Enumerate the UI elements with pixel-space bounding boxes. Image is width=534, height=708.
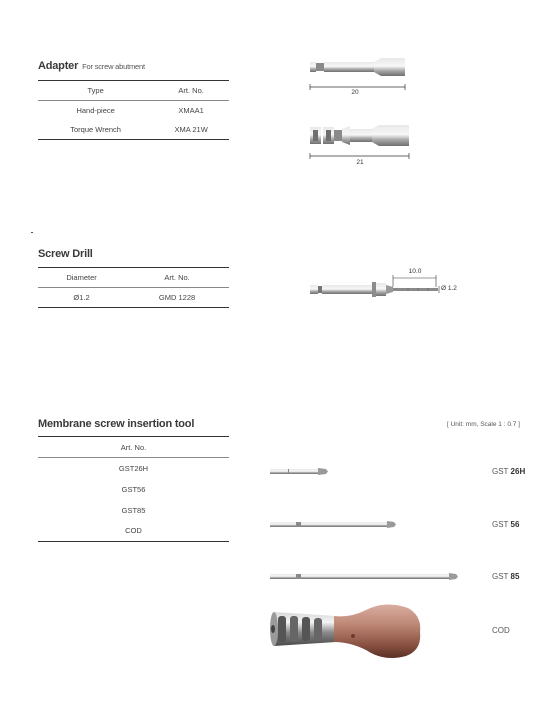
drill-col-artno: Art. No. — [125, 268, 229, 288]
torque-adapter-image — [305, 118, 415, 164]
drill-col-diameter: Diameter — [38, 268, 125, 288]
adapter-title — [38, 60, 145, 72]
adapter-section — [38, 60, 145, 72]
gst56-label-prefix: GST — [492, 520, 509, 529]
adapter-table — [38, 80, 229, 140]
membrane-title: Membrane screw insertion tool — [38, 418, 195, 430]
table-row — [38, 101, 229, 121]
membrane-col-artno: Art. No. — [38, 437, 229, 458]
drill-diameter-dimension: Ø 1.2 — [441, 285, 457, 292]
gst26h-label — [492, 467, 525, 476]
screw-drill-image — [305, 264, 455, 304]
stray-mark — [31, 232, 33, 233]
table-row — [38, 120, 229, 140]
gst85-label-prefix: GST — [492, 572, 509, 581]
table-row — [38, 458, 229, 480]
membrane-table-header — [38, 437, 229, 458]
drill-length-dimension: 10.0 — [408, 268, 422, 275]
screw-drill-title: Screw Drill — [38, 248, 93, 260]
gst26h-label-prefix: GST — [492, 467, 509, 476]
membrane-cell-artno: GST85 — [121, 505, 146, 515]
gst26h-label-suffix: 26H — [510, 467, 526, 476]
adapter-col-artno: Art. No. — [153, 81, 229, 101]
unit-note: [ Unit: mm, Scale 1 : 0.7 ] — [447, 421, 520, 428]
table-row — [38, 520, 229, 542]
gst85-label-suffix: 85 — [510, 572, 520, 581]
table-row — [38, 288, 229, 308]
torque-dimension: 21 — [356, 159, 364, 166]
membrane-cell-artno: GST56 — [121, 485, 146, 494]
screw-drill-table — [38, 267, 229, 308]
adapter-subtitle: For screw abutment — [82, 62, 145, 71]
drill-cell-artno: GMD 1228 — [125, 288, 229, 308]
drill-cell-diameter: Ø1.2 — [38, 288, 125, 308]
cod-label — [492, 626, 510, 635]
gst56-tool-image — [268, 517, 402, 533]
gst26h-tool-image — [268, 464, 332, 480]
adapter-cell-type: Torque Wrench — [38, 120, 153, 140]
gst85-tool-image — [268, 569, 464, 585]
screw-drill-table-header — [38, 268, 229, 288]
gst56-label — [492, 520, 519, 529]
adapter-table-header — [38, 81, 229, 101]
membrane-table — [38, 436, 229, 542]
membrane-cell-artno: GST26H — [118, 464, 149, 473]
cod-handle-image — [266, 602, 422, 660]
adapter-cell-artno: XMAA1 — [178, 106, 204, 115]
table-row — [38, 479, 229, 500]
adapter-title-text: Adapter — [38, 60, 79, 72]
adapter-col-type: Type — [38, 81, 153, 101]
membrane-cell-artno: COD — [38, 520, 229, 542]
cod-label-prefix: COD — [492, 626, 510, 635]
gst85-label — [492, 572, 519, 581]
adapter-cell-type: Hand-piece — [76, 106, 115, 115]
gst56-label-suffix: 56 — [510, 520, 520, 529]
handpiece-dimension: 20 — [351, 89, 359, 96]
adapter-cell-artno: XMA 21W — [153, 120, 229, 140]
table-row — [38, 500, 229, 520]
